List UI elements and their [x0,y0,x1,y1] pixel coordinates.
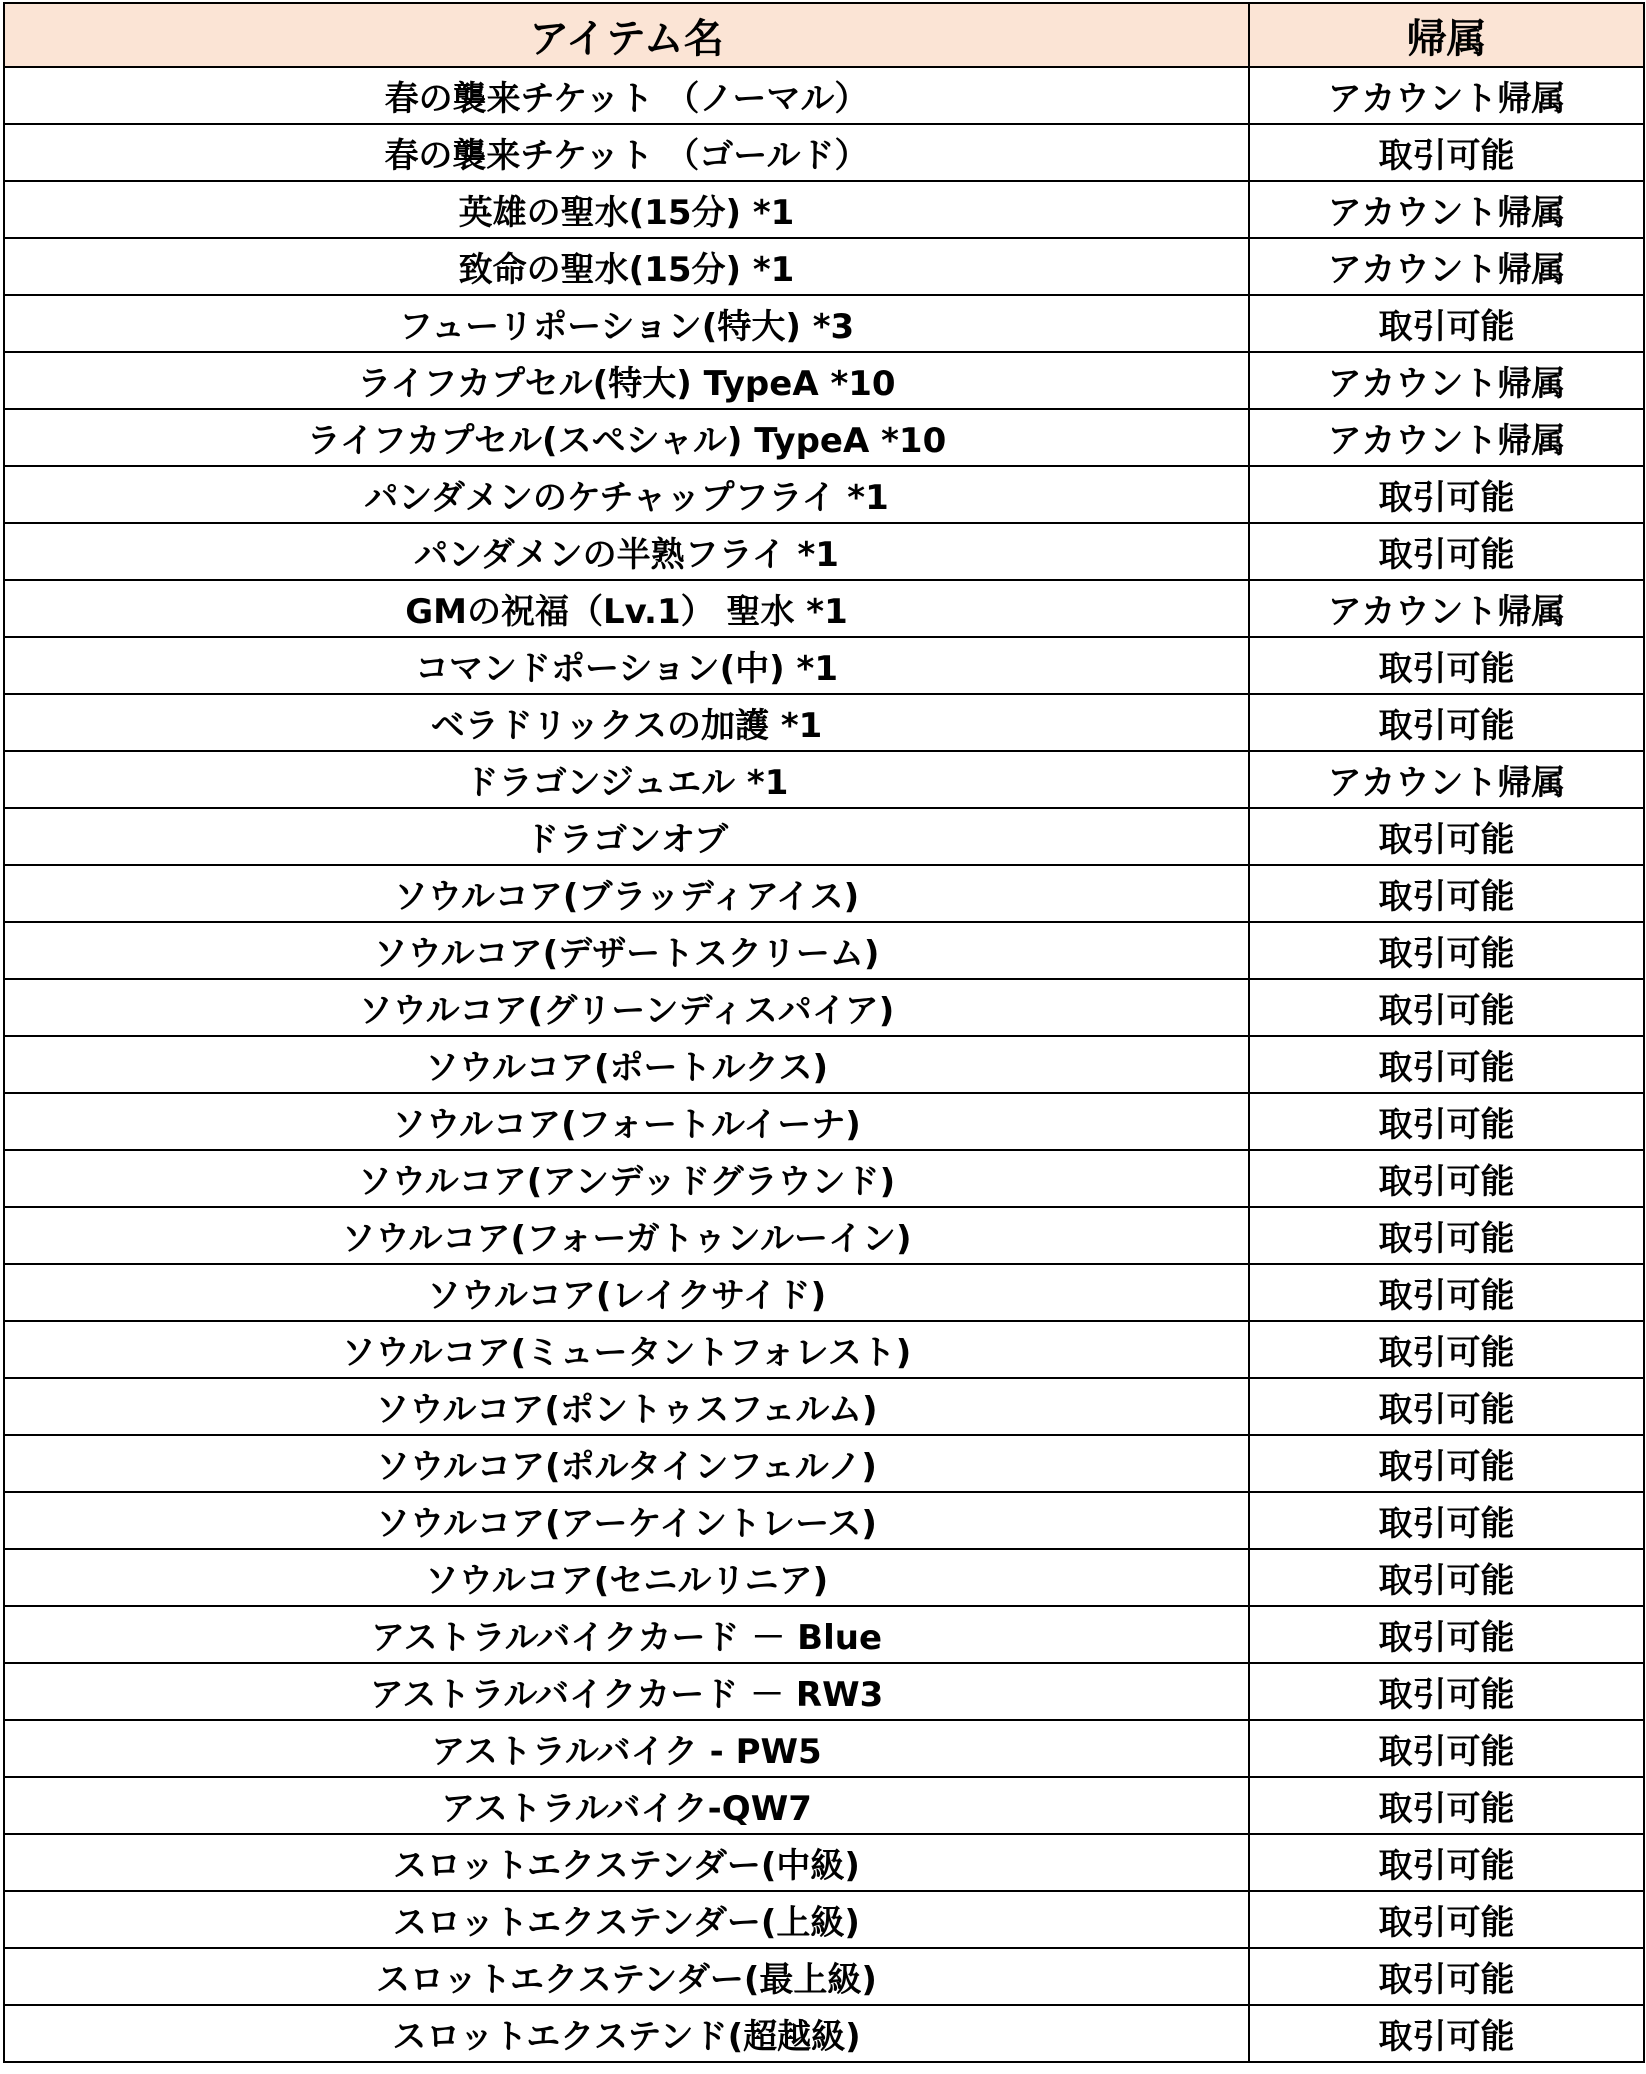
item-name-cell: アストラルバイクカード － Blue [4,1606,1249,1663]
item-name-cell: ソウルコア(アンデッドグラウンド) [4,1150,1249,1207]
table-row [4,1378,1644,1435]
item-name-cell: ソウルコア(デザートスクリーム) [4,922,1249,979]
binding-cell: 取引可能 [1249,1150,1644,1207]
table-row [4,1606,1644,1663]
table-row [4,637,1644,694]
item-name-cell: ソウルコア(アーケイントレース) [4,1492,1249,1549]
binding-cell: 取引可能 [1249,1435,1644,1492]
binding-cell: アカウント帰属 [1249,238,1644,295]
table-row [4,352,1644,409]
item-name-cell: スロットエクステンダー(上級) [4,1891,1249,1948]
item-name-cell: パンダメンの半熟フライ *1 [4,523,1249,580]
binding-cell: 取引可能 [1249,1321,1644,1378]
item-name-cell: 英雄の聖水(15分) *1 [4,181,1249,238]
item-name-cell: アストラルバイクカード － RW3 [4,1663,1249,1720]
item-name-cell: アストラルバイク - PW5 [4,1720,1249,1777]
table-body [4,67,1644,2062]
table-row [4,1036,1644,1093]
item-name-cell: スロットエクステンダー(中級) [4,1834,1249,1891]
table-row [4,181,1644,238]
item-name-cell: ライフカプセル(特大) TypeA *10 [4,352,1249,409]
binding-cell: アカウント帰属 [1249,409,1644,466]
table-row [4,2005,1644,2062]
binding-cell: 取引可能 [1249,865,1644,922]
item-name-cell: GMの祝福（Lv.1） 聖水 *1 [4,580,1249,637]
column-header-binding: 帰属 [1249,3,1644,67]
table-row [4,1264,1644,1321]
binding-cell: 取引可能 [1249,523,1644,580]
table-row [4,1207,1644,1264]
item-name-cell: 致命の聖水(15分) *1 [4,238,1249,295]
binding-cell: アカウント帰属 [1249,67,1644,124]
item-name-cell: 春の襲来チケット （ゴールド） [4,124,1249,181]
item-name-cell: スロットエクステンド(超越級) [4,2005,1249,2062]
binding-cell: 取引可能 [1249,1492,1644,1549]
item-name-cell: スロットエクステンダー(最上級) [4,1948,1249,2005]
item-name-cell: ソウルコア(セニルリニア) [4,1549,1249,1606]
item-name-cell: フューリポーション(特大) *3 [4,295,1249,352]
table-row [4,694,1644,751]
binding-cell: 取引可能 [1249,1663,1644,1720]
table-row [4,1948,1644,2005]
table-row [4,808,1644,865]
binding-cell: 取引可能 [1249,2005,1644,2062]
binding-cell: 取引可能 [1249,1834,1644,1891]
table-row [4,1492,1644,1549]
table-header [4,3,1644,67]
binding-cell: 取引可能 [1249,694,1644,751]
item-name-cell: ドラゴンオブ [4,808,1249,865]
item-name-cell: 春の襲来チケット （ノーマル） [4,67,1249,124]
item-name-cell: ベラドリックスの加護 *1 [4,694,1249,751]
binding-cell: アカウント帰属 [1249,352,1644,409]
binding-cell: 取引可能 [1249,1264,1644,1321]
table-row [4,1891,1644,1948]
item-name-cell: ソウルコア(フォートルイーナ) [4,1093,1249,1150]
binding-cell: 取引可能 [1249,1549,1644,1606]
item-name-cell: ソウルコア(ブラッディアイス) [4,865,1249,922]
table-row [4,1549,1644,1606]
binding-cell: 取引可能 [1249,295,1644,352]
table-row [4,67,1644,124]
table-row [4,1663,1644,1720]
binding-cell: 取引可能 [1249,637,1644,694]
table-row [4,979,1644,1036]
table-row [4,580,1644,637]
binding-cell: 取引可能 [1249,466,1644,523]
item-name-cell: ソウルコア(ポルタインフェルノ) [4,1435,1249,1492]
binding-cell: 取引可能 [1249,1948,1644,2005]
table-row [4,1435,1644,1492]
table-row [4,751,1644,808]
table-row [4,1834,1644,1891]
binding-cell: 取引可能 [1249,1036,1644,1093]
table-row [4,1150,1644,1207]
table-row [4,1321,1644,1378]
binding-cell: 取引可能 [1249,124,1644,181]
item-name-cell: ソウルコア(グリーンディスパイア) [4,979,1249,1036]
binding-cell: 取引可能 [1249,1777,1644,1834]
table-row [4,466,1644,523]
table-row [4,922,1644,979]
item-name-cell: ドラゴンジュエル *1 [4,751,1249,808]
binding-cell: 取引可能 [1249,1606,1644,1663]
table-row [4,1777,1644,1834]
header-row [4,3,1644,67]
table-row [4,409,1644,466]
table-row [4,295,1644,352]
binding-cell: アカウント帰属 [1249,580,1644,637]
binding-cell: アカウント帰属 [1249,181,1644,238]
binding-cell: アカウント帰属 [1249,751,1644,808]
binding-cell: 取引可能 [1249,979,1644,1036]
item-name-cell: ソウルコア(レイクサイド) [4,1264,1249,1321]
table-row [4,124,1644,181]
item-name-cell: ソウルコア(ポントゥスフェルム) [4,1378,1249,1435]
binding-cell: 取引可能 [1249,1207,1644,1264]
binding-cell: 取引可能 [1249,1378,1644,1435]
table-row [4,523,1644,580]
binding-cell: 取引可能 [1249,1720,1644,1777]
item-table [3,2,1645,2063]
item-name-cell: パンダメンのケチャップフライ *1 [4,466,1249,523]
binding-cell: 取引可能 [1249,808,1644,865]
item-name-cell: コマンドポーション(中) *1 [4,637,1249,694]
binding-cell: 取引可能 [1249,1891,1644,1948]
item-name-cell: ソウルコア(フォーガトゥンルーイン) [4,1207,1249,1264]
item-name-cell: ソウルコア(ミュータントフォレスト) [4,1321,1249,1378]
item-name-cell: ソウルコア(ポートルクス) [4,1036,1249,1093]
binding-cell: 取引可能 [1249,1093,1644,1150]
binding-cell: 取引可能 [1249,922,1644,979]
table-row [4,238,1644,295]
table-row [4,1093,1644,1150]
table-row [4,865,1644,922]
column-header-item-name: アイテム名 [4,3,1249,67]
table-row [4,1720,1644,1777]
item-name-cell: ライフカプセル(スペシャル) TypeA *10 [4,409,1249,466]
item-name-cell: アストラルバイク-QW7 [4,1777,1249,1834]
